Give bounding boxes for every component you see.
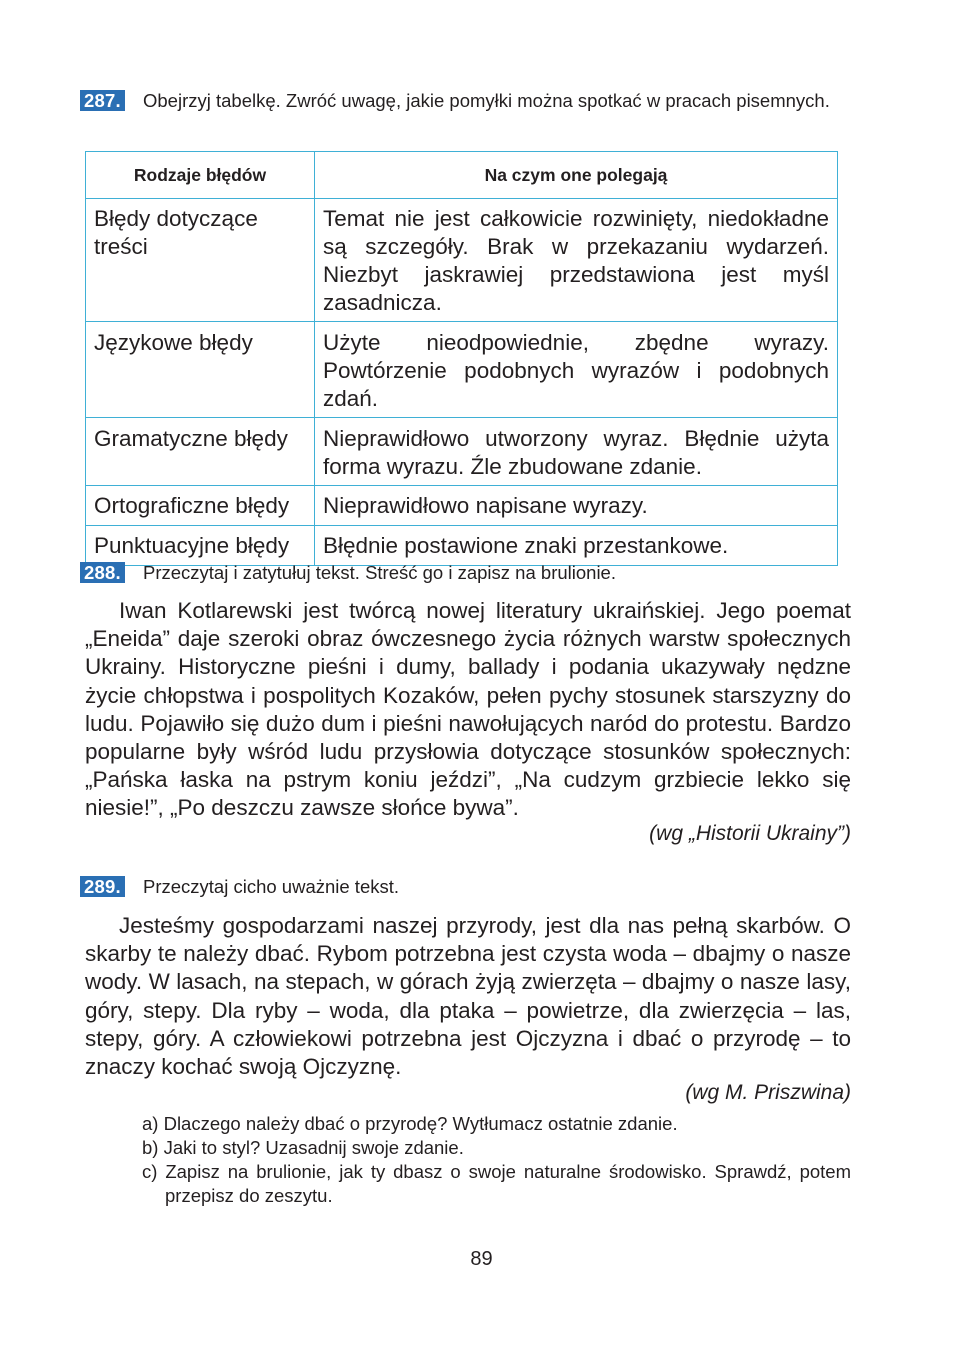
table-cell: Językowe błędy — [86, 322, 315, 418]
exercise-instruction-text: Obejrzyj tabelkę. Zwróć uwagę, jakie pomyłki można spotkać w pracach pisemnych. — [143, 90, 830, 111]
table-header-cell: Na czym one polegają — [315, 152, 838, 199]
exercise-287-instruction — [80, 88, 851, 113]
table-cell: Użyte nieodpowiednie, zbędne wyrazy. Powtórzenie podobnych wyrazów i podobnych zdań. — [315, 322, 838, 418]
table-header-cell: Rodzaje błędów — [86, 152, 315, 199]
text-source: (wg „Historii Ukrainy”) — [649, 822, 851, 845]
exercise-number-badge: 287. — [80, 90, 125, 111]
reading-paragraph: Jesteśmy gospodarzami naszej przyrody, jest dla nas pełną skarbów. O skarby te należy dbać. Rybom potrzebna jest czysta woda – dbajmy o nasze wody. W lasach, na stepach, w górach żyją zwierzęta – dbajmy o nasze lasy, góry, stepy. Dla ryby – woda, dla ptaka – powietrze, dla zwierzęcia – las, stepy, góry. A człowiekowi potrzebna jest Ojczyzna i dbać o przyrodę – to znaczy kochać swoją Ojczyznę. — [85, 913, 851, 1080]
table-cell: Błędy dotyczące treści — [86, 199, 315, 322]
table-cell: Błędnie postawione znaki przestankowe. — [315, 526, 838, 566]
exercise-number-badge: 289. — [80, 876, 125, 897]
exercise-number-badge: 288. — [80, 562, 125, 583]
question-item: b) Jaki to styl? Uzasadnij swoje zdanie. — [142, 1137, 464, 1158]
table-cell: Gramatyczne błędy — [86, 418, 315, 486]
text-source: (wg M. Priszwina) — [685, 1081, 851, 1104]
table-row — [86, 418, 838, 486]
exercise-289-instruction — [80, 874, 851, 899]
table-header-row — [86, 152, 838, 199]
question-item: c) Zapisz na brulionie, jak ty dbasz o swoje naturalne środowisko. Sprawdź, potem przepisz do zeszytu. — [142, 1161, 851, 1206]
table-cell: Punktuacyjne błędy — [86, 526, 315, 566]
exercise-288-text — [85, 597, 851, 823]
reading-paragraph: Iwan Kotlarewski jest twórcą nowej literatury ukraińskiej. Jego poemat „Eneida” daje szeroki obraz ówczesnego życia różnych warstw społecznych Ukrainy. Historyczne pieśni i dumy, ballady i podania ukazywały nędzne życie chłopstwa i pospolitych Kozaków, pełen pychy stosunek starszyzny do ludu. Pojawiło się dużo dum i pieśni nawołujących naród do protestu. Bardzo popularne były wśród ludu przysłowia dotyczące stosunków społecznych: „Pańska łaska na pstrym koniu jeździ”, „Na cudzym grzbiecie lekko się niesie!”, „Po deszczu zawsze słońce bywa”. — [85, 598, 851, 821]
table-cell: Nieprawidłowo utworzony wyraz. Błędnie użyta forma wyrazu. Źle zbudowane zdanie. — [315, 418, 838, 486]
error-types-table — [85, 151, 838, 566]
exercise-288-instruction — [80, 560, 851, 585]
table-row — [86, 322, 838, 418]
table-cell: Ortograficzne błędy — [86, 486, 315, 526]
table-cell: Temat nie jest całkowicie rozwinięty, niedokładne są szczegóły. Brak w przekazaniu wydarzeń. Niezbyt jaskrawiej przedstawiona jest myśl zasadnicza. — [315, 199, 838, 322]
table-row — [86, 486, 838, 526]
exercise-instruction-text: Przeczytaj cicho uważnie tekst. — [143, 876, 400, 897]
exercise-instruction-text: Przeczytaj i zatytułuj tekst. Streść go i zapisz na brulionie. — [143, 562, 616, 583]
table-cell: Nieprawidłowo napisane wyrazy. — [315, 486, 838, 526]
exercise-289-questions — [142, 1112, 851, 1208]
page-number: 89 — [470, 1248, 493, 1270]
question-item: a) Dlaczego należy dbać o przyrodę? Wytłumacz ostatnie zdanie. — [142, 1113, 678, 1134]
table-row — [86, 199, 838, 322]
exercise-289-text — [85, 912, 851, 1081]
